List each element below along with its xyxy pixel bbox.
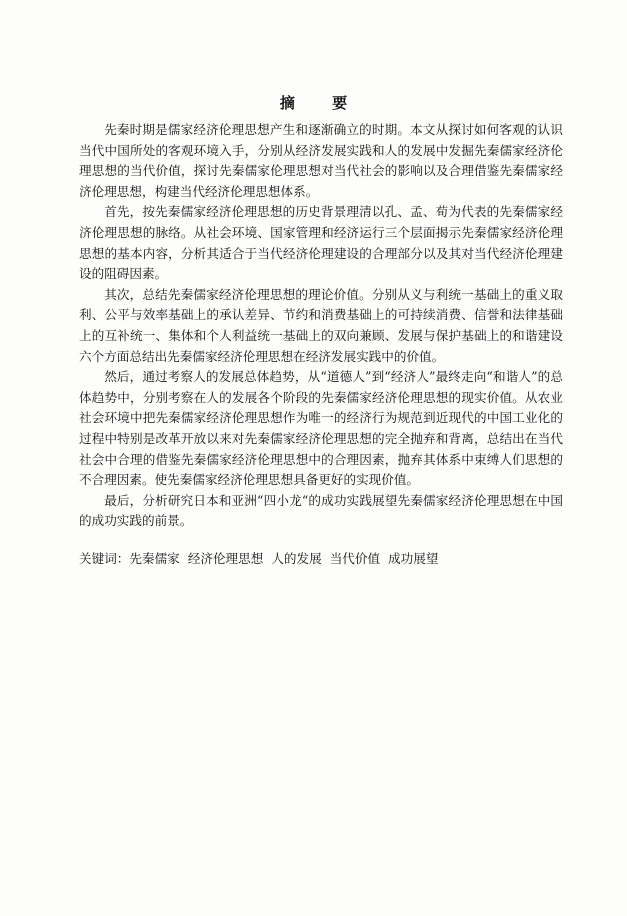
abstract-title: 摘 要 <box>279 94 364 112</box>
keyword-item: 人的发展 <box>271 551 322 566</box>
abstract-paragraph-3: 其次，总结先秦儒家经济伦理思想的理论价值。分别从义与利统一基础上的重义取利、公平与效率基础上的承认差异、节约和消费基础上的可持续消费、信誉和法律基础上的互补统一、集体和个人利益统一基础上的双向兼顾、发展与保护基础上的和谐建设六个方面总结出先秦儒家经济伦理思想在经济发展实践中的价值。 <box>79 286 563 364</box>
abstract-paragraph-1: 先秦时期是儒家经济伦理思想产生和逐渐确立的时期。本文从探讨如何客观的认识当代中国所处的客观环境入手，分别从经济发展实践和人的发展中发掘先秦儒家经济伦理思想的当代价值，探讨先秦儒家伦理思想对当代社会的影响以及合理借鉴先秦儒家经济伦理思想，构建当代经济伦理思想体系。 <box>79 122 563 199</box>
keyword-item: 当代价值 <box>329 551 381 566</box>
keyword-item: 成功展望 <box>388 551 439 566</box>
abstract-body <box>79 120 563 532</box>
keyword-item: 先秦儒家 <box>129 551 180 566</box>
keywords-line <box>79 549 563 569</box>
abstract-paragraph-2: 首先，按先秦儒家经济伦理思想的历史背景理清以孔、孟、荀为代表的先秦儒家经济伦理思想的脉络。从社会环境、国家管理和经济运行三个层面揭示先秦儒家经济伦理思想的基本内容，分析其适合于当代经济伦理建设的合理部分以及其对当代经济伦理建设的阻碍因素。 <box>79 204 563 282</box>
keywords-label: 关键词： <box>79 551 130 566</box>
keyword-item: 经济伦理思想 <box>187 551 264 566</box>
abstract-paragraph-4: 然后，通过考察人的发展总体趋势，从“道德人”到“经济人”最终走向“和谐人”的总体趋势中，分别考察在人的发展各个阶段的先秦儒家经济伦理思想的现实价值。从农业社会环境中把先秦儒家经济伦理思想作为唯一的经济行为规范到近现代的中国工业化的过程中特别是改革开放以来对先秦儒家经济伦理思想的完全抛弃和背离，总结出在当代社会中合理的借鉴先秦儒家经济伦理思想中的合理因素，抛弃其体系中束缚人们思想的不合理因素。使先秦儒家经济伦理思想具备更好的实现价值。 <box>79 369 563 488</box>
abstract-paragraph-5: 最后，分析研究日本和亚洲“四小龙“的成功实践展望先秦儒家经济伦理思想在中国的成功实践的前景。 <box>79 492 563 529</box>
